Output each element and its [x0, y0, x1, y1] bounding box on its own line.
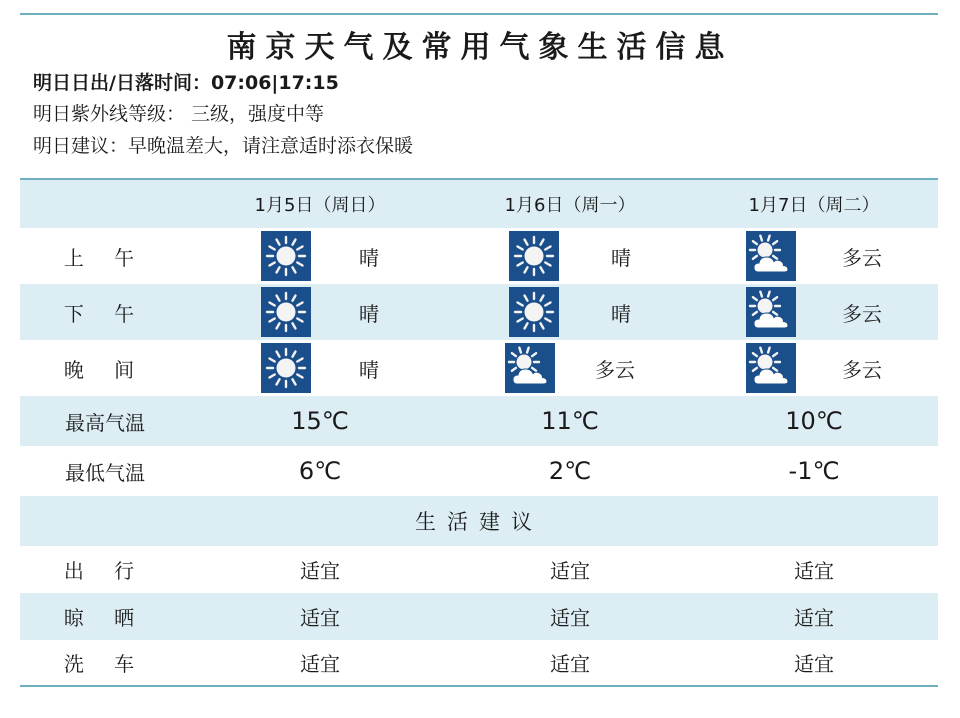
- advice-value: 适宜: [794, 606, 834, 630]
- high-temp-value: 15℃: [291, 407, 349, 435]
- high-temp-row: [20, 396, 938, 446]
- weather-cell: [450, 231, 690, 281]
- weather-cell: [450, 287, 690, 337]
- high-temp-value: 11℃: [541, 407, 599, 435]
- weather-label: 多云: [842, 357, 882, 382]
- low-temp-value: 2℃: [548, 457, 592, 485]
- period-row-morning: [20, 228, 938, 284]
- partly-cloudy-icon: [746, 287, 796, 337]
- advice-value: 适宜: [794, 652, 834, 676]
- advice-label: 洗 车: [63, 652, 147, 676]
- advice-label: 晾 晒: [63, 606, 147, 630]
- advice-value: 适宜: [550, 606, 590, 630]
- period-row-evening: [20, 340, 938, 396]
- sunny-icon: [509, 287, 559, 337]
- weather-label: 多云: [842, 245, 882, 270]
- weather-cell: [690, 287, 938, 337]
- advice-label: 出 行: [63, 559, 147, 583]
- sunrise-sunset-info: 明日日出/日落时间：07:06|17:15: [33, 72, 339, 94]
- weather-cell: [190, 343, 450, 393]
- page-title: 南京天气及常用气象生活信息: [226, 30, 734, 65]
- low-temp-value: -1℃: [788, 457, 840, 485]
- period-label: 上 午: [63, 245, 147, 270]
- weather-label: 晴: [611, 301, 631, 326]
- period-row-afternoon: [20, 284, 938, 340]
- high-temp-label: 最高气温: [65, 410, 145, 435]
- period-label: 晚 间: [63, 357, 147, 382]
- weather-label: 晴: [359, 301, 379, 326]
- weather-label: 晴: [359, 357, 379, 382]
- advice-row-carwash: [20, 640, 938, 687]
- weather-label: 晴: [611, 245, 631, 270]
- advice-value: 适宜: [300, 652, 340, 676]
- high-temp-value: 10℃: [785, 407, 843, 435]
- advice-row-drying: [20, 593, 938, 640]
- weather-label: 晴: [359, 245, 379, 270]
- life-advice-header-row: [20, 496, 938, 546]
- advice-info: 明日建议：早晚温差大，请注意适时添衣保暖: [33, 135, 414, 157]
- advice-row-travel: [20, 546, 938, 593]
- partly-cloudy-icon: [746, 231, 796, 281]
- sunny-icon: [261, 231, 311, 281]
- table-header-row: [20, 178, 938, 228]
- partly-cloudy-icon: [505, 343, 555, 393]
- weather-cell: [450, 343, 690, 393]
- sunny-icon: [261, 343, 311, 393]
- weather-cell: [690, 343, 938, 393]
- life-advice-title: 生活建议: [415, 510, 543, 534]
- sunny-icon: [261, 287, 311, 337]
- day-header-3: 1月7日（周二）: [748, 195, 880, 216]
- low-temp-value: 6℃: [298, 457, 342, 485]
- sunny-icon: [509, 231, 559, 281]
- advice-value: 适宜: [794, 559, 834, 583]
- weather-label: 多云: [842, 301, 882, 326]
- weather-cell: [190, 231, 450, 281]
- weather-cell: [690, 231, 938, 281]
- uv-info: 明日紫外线等级： 三级，强度中等: [33, 103, 325, 125]
- advice-value: 适宜: [300, 606, 340, 630]
- weather-label: 多云: [595, 357, 635, 382]
- partly-cloudy-icon: [746, 343, 796, 393]
- advice-value: 适宜: [550, 559, 590, 583]
- low-temp-label: 最低气温: [65, 460, 145, 485]
- weather-cell: [190, 287, 450, 337]
- day-header-2: 1月6日（周一）: [504, 195, 636, 216]
- period-label: 下 午: [63, 301, 147, 326]
- low-temp-row: [20, 446, 938, 496]
- advice-value: 适宜: [550, 652, 590, 676]
- top-rule: [20, 13, 938, 15]
- advice-value: 适宜: [300, 559, 340, 583]
- day-header-1: 1月5日（周日）: [254, 195, 386, 216]
- weather-table: [20, 178, 938, 687]
